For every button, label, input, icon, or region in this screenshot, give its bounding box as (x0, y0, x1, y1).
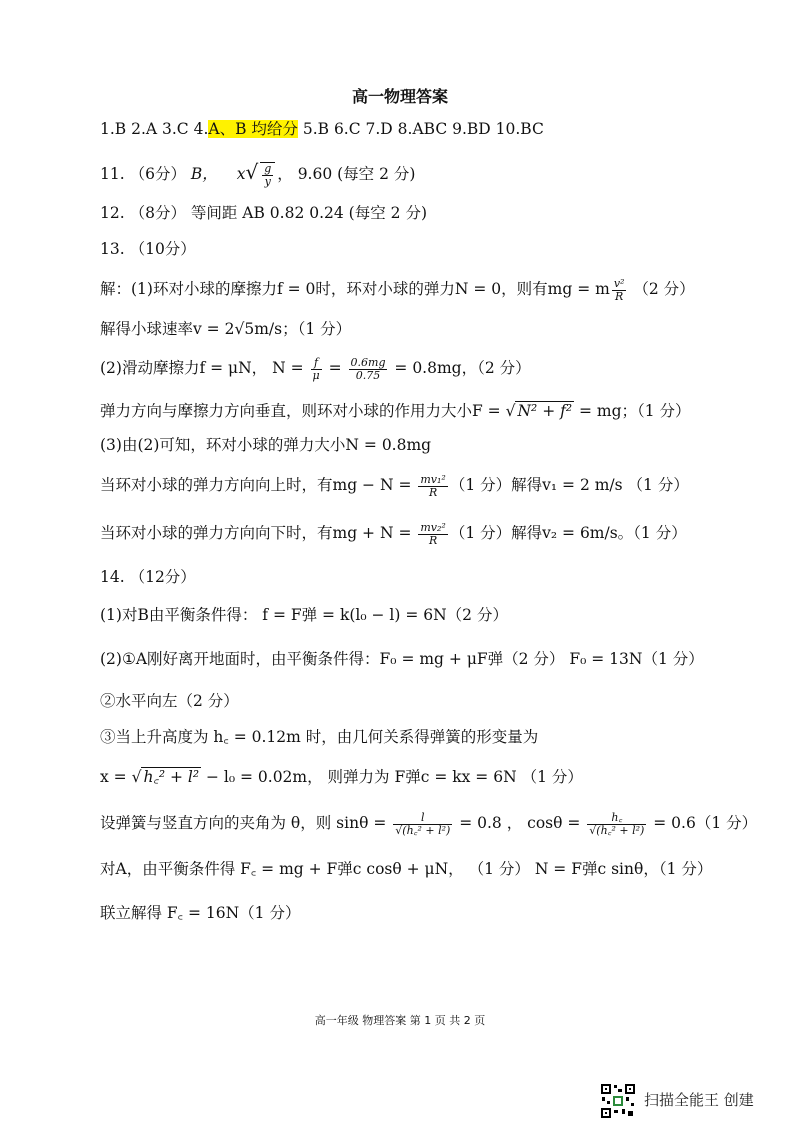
q13-l1-post: （2 分） (628, 280, 695, 299)
q13-l6-pre: 当环对小球的弹力方向向上时，有mg − N = (100, 476, 417, 495)
q11-tail: ， 9.60 (每空 2 分) (277, 165, 416, 183)
q11-y: y (264, 175, 271, 188)
q13-l3-n1: f (311, 357, 322, 370)
q14-l5-pre: x = √ (100, 768, 142, 786)
q13-l1-pre: 解：(1)环对小球的摩擦力f = 0时，环对小球的弹力N = 0，则有mg = m (100, 280, 610, 299)
q13-l3-mid: = (323, 359, 347, 378)
q13-l3-d2: 0.75 (355, 368, 381, 382)
q13-l4-pre: 弹力方向与摩擦力方向垂直，则环对小球的作用力大小F = √ (100, 402, 516, 420)
q12-answer: 12. （8分） 等间距 AB 0.82 0.24 (每空 2 分) (100, 204, 427, 222)
q13-l7-num: mv₂² (420, 521, 446, 534)
q14-l6-mid: = 0.8 ， cosθ = (454, 814, 586, 833)
mc-answers-after: 5.B 6.C 7.D 8.ABC 9.BD 10.BC (297, 120, 544, 138)
q13-l6-post: （1 分）解得v₁ = 2 m/s （1 分） (449, 476, 689, 495)
q13-line-7 (100, 522, 687, 546)
q14-l6-n2: h꜀ (587, 812, 646, 825)
scanner-watermark: 扫描全能王 创建 (644, 1091, 754, 1109)
q13-l1-den: R (614, 289, 624, 303)
q13-line-5: (3)由(2)可知，环对小球的弹力大小N = 0.8mg (100, 436, 432, 454)
q13-line-1 (100, 278, 695, 302)
q13-l4-rad: N² + f² (517, 402, 573, 420)
q13-line-2: 解得小球速率v = 2√5m/s；（1 分） (100, 320, 352, 338)
q14-line-7: 对A，由平衡条件得 F꜀ = mg + F弹c cosθ + μN， （1 分） N = F弹c sinθ，（1 分） (100, 860, 713, 878)
q13-line-6 (100, 474, 689, 498)
q13-l7-pre: 当环对小球的弹力方向向下时，有mg + N = (100, 524, 417, 543)
q14-l5-post: − l₀ = 0.02m， 则弹力为 F弹c = kx = 6N （1 分） (201, 768, 583, 786)
q14-l6-pre: 设弹簧与竖直方向的夹角为 θ，则 sinθ = (100, 814, 392, 833)
q14-line-1: (1)对B由平衡条件得： f = F弹 = k(l₀ − l) = 6N（2 分） (100, 606, 508, 624)
q14-l6-n1: l (393, 812, 452, 825)
mc-answers-before: 1.B 2.A 3.C 4. (100, 120, 209, 138)
q13-l3-pre: (2)滑动摩擦力f = μN， N = (100, 359, 309, 378)
q11-fraction (260, 162, 275, 187)
q11-g: g (264, 162, 272, 176)
q14-l5-rad: h꜀² + l² (143, 768, 200, 786)
mc-highlight: A、B 均给分 (208, 120, 298, 138)
q14-line-4: ③当上升高度为 h꜀ = 0.12m 时，由几何关系得弹簧的形变量为 (100, 728, 539, 746)
q14-line-3: ②水平向左（2 分） (100, 692, 239, 710)
page-title: 高一物理答案 (351, 87, 448, 106)
mc-answers (100, 120, 544, 139)
q14-heading: 14. （12分） (100, 568, 196, 586)
q13-l3-post: = 0.8mg，（2 分） (389, 359, 531, 378)
q13-l3-d1: μ (312, 368, 320, 382)
q13-line-4 (100, 402, 691, 421)
qr-code-icon (600, 1083, 636, 1119)
q14-l6-d2: √(h꜀² + l²) (589, 823, 645, 837)
q13-l6-num: mv₁² (420, 473, 446, 486)
q11-answer: 11. （6分） B， x√ $\frac{g}{y}$ ， 9.60 (每空 2 分) (100, 160, 416, 188)
q13-line-3 (100, 357, 531, 381)
q13-l6-den: R (428, 485, 438, 499)
q13-l1-num: v² (613, 277, 625, 290)
q14-line-6 (100, 812, 757, 836)
q14-line-8: 联立解得 F꜀ = 16N（1 分） (100, 904, 301, 922)
q13-l3-n2: 0.6mg (350, 356, 386, 369)
q13-heading: 13. （10分） (100, 240, 196, 258)
page-footer: 高一年级 物理答案 第 1 页 共 2 页 (314, 1014, 486, 1027)
q11-head: 11. （6分） (100, 165, 186, 183)
q11-x: x (236, 165, 246, 183)
q13-l7-post: （1 分）解得v₂ = 6m/s。（1 分） (449, 524, 687, 543)
q14-l6-post: = 0.6（1 分） (648, 814, 758, 833)
q13-l4-post: = mg；（1 分） (574, 402, 691, 420)
q14-line-2: (2)①A刚好离开地面时，由平衡条件得：F₀ = mg + μF弹（2 分） F₀ = 13N（1 分） (100, 650, 704, 668)
q13-l7-den: R (428, 533, 438, 547)
q14-l6-d1: √(h꜀² + l²) (395, 823, 451, 837)
q14-line-5 (100, 768, 583, 787)
q11-b: B， (190, 165, 218, 183)
